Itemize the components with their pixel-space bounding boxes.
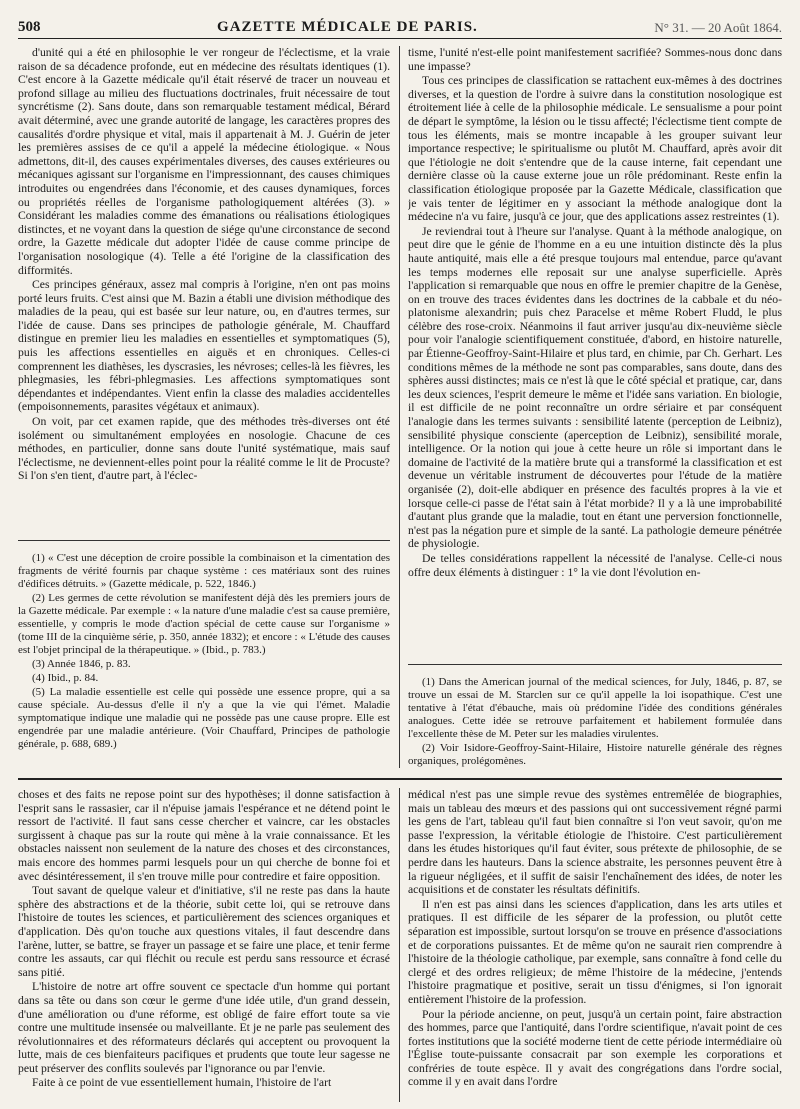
paragraph: On voit, par cet examen rapide, que des méthodes très-diverses ont été isolément ou simultanément employées en nosologie. Chacune de ces méthodes, en particulier, donne sans doute l'unité systématique, mais sauf l'éclectisme, ne deviennent-elles point pour la réalité comme le lit de Procuste? Si l'on s'en tient, d'autre part, à l'éclec-	[18, 415, 390, 483]
footnote: (1) « C'est une déception de croire possible la combinaison et la cimentation des fragments de vérité fournis par chaque système : ces matériaux sont des ruines d'édifices détruits. » (Gazette médicale, p. 522, 1846.)	[18, 552, 390, 590]
footnote-rule	[408, 664, 782, 665]
journal-title: GAZETTE MÉDICALE DE PARIS.	[217, 19, 478, 35]
paragraph: Tout savant de quelque valeur et d'initiative, s'il ne reste pas dans la haute sphère des abstractions et de la théorie, subit cette loi, qui se retrouve dans l'histoire de toutes les sciences, et particulièrement des sciences organiques et d'application. Dès qu'on touche aux questions vitales, il faut descendre dans l'arène, lutter, se battre, se frayer un passage et se faire une place, et tenir ferme contre les assauts, car qui fléchit ou recule est perdu sans ressource et écrasé sans pitié.	[18, 884, 390, 979]
footnote: (4) Ibid., p. 84.	[32, 672, 99, 684]
top-right-footnotes	[408, 676, 782, 768]
paragraph: Ces principes généraux, assez mal compris à l'origine, n'en ont pas moins porté leurs fruits. C'est ainsi que M. Bazin a établi une division méthodique des maladies de la peau, qui est basée sur leur nature, ou, en d'autres termes, sur l'idée de cause. Dans ses principes de pathologie générale, M. Chauffard distingue en premier lieu les maladies en essentielles et symptomatiques (5), puis les affections essentielles en aiguës et en chroniques. Celles-ci comprennent les diathèses, les dyscrasies, les névroses; celles-là les fièvres, les phlegmasies, les fébri-phlegmasies. Les affections symptomatiques sont dépendantes et indépendantes. Vient enfin la classe des maladies accidentelles (empoisonnements, parasites végétaux et animaux).	[18, 278, 390, 414]
paragraph: Je reviendrai tout à l'heure sur l'analyse. Quant à la méthode analogique, on peut dire que le génie de l'homme en a eu une intuition distincte dès la plus haute antiquité, mais elle a été presque toujours mal entendue, parce qu'avant les temps modernes elle reposait sur une analyse superficielle. Après l'application si remarquable que nous en offre le premier chapitre de la Genèse, on en trouve des traces évidentes dans les doctrines de la cabbale et du néo-platonisme alexandrin; puis chez Paracelse et même Robert Fludd, le plus célèbre des rose-croix. Néanmoins il faut arriver jusqu'au dix-neuvième siècle pour voir l'analogie scientifiquement constituée, d'abord, en histoire naturelle, par Étienne-Geoffroy-Saint-Hilaire et plus tard, en chimie, par Ch. Gerhart. Les conditions mêmes de la méthode ne sont pas comparables, sans doute, dans des sphères aussi distinctes; mais ce n'est là que le côté spécial et pratique, car, dans les deux sciences, l'esprit demeure le même et l'idée sans variation. En biologie, il est difficile de ne point reconnaître un ordre sériaire et par conséquent l'analogie dans les termes suivants : sensibilité latente (perception de Leibniz), sensibilité physique consciente (aperception de Leibniz), sensibilité morale, intelligence. Or la notion qui joue à cette heure un rôle si important dans le domaine de l'activité de la matière brute qui a transformé la classification et est devenue un véritable instrument de découvertes pour l'étude de la matière organisée (2), doit-elle abdiquer en présence des facultés propres à la vie et lorsque celle-ci passe de l'état sain à l'état morbide? Il y a là une improbabilité d'autant plus grande que la maladie, tout en étant une perversion fonctionnelle, n'est pas la négation pure et simple de la santé. La pathologie demeure pénétrée de physiologie.	[408, 224, 782, 551]
page-number: 508	[18, 19, 41, 35]
bottom-right-column	[408, 788, 782, 1102]
paragraph: médical n'est pas une simple revue des systèmes entremêlée de biographies, mais un tableau des mœurs et des passions qui ont successivement régné parmi les gens de l'art, tableau qu'il faut bien connaître si l'on veut savoir, qu'on me passe l'expression, la véritable étiologie de l'histoire. C'est particulièrement dans les études historiques qu'il faut éviter, sous prétexte de philosophie, de se perdre dans les hauteurs. Dans la science abstraite, les personnes peuvent être à la rigueur négligées, et il suffit de saisir l'enchaînement des idées, de noter les acquisitions et de constater les résultats définitifs.	[408, 788, 782, 897]
footnote: (5) La maladie essentielle est celle qui possède une essence propre, qui a sa cause spéciale. Au-dessus d'elle il n'y a que la vie qui l'émet. Maladie symptomatique indique une maladie qui ne possède pas une cause propre. Elle est engendrée par une maladie antérieure. (Voir Chauffard, Principes de pathologie générale, p. 688, 689.)	[18, 686, 390, 750]
paragraph: Tous ces principes de classification se rattachent eux-mêmes à des doctrines diverses, et la question de l'ordre à suivre dans la constitution nosologique est étroitement liée à celle de la philosophie médicale. Le sensualisme a pour point de départ le symptôme, la lésion ou le tissu affecté; l'éclectisme tient compte de tous les éléments, mais se montre incapable à les grouper suivant leur importance respective; le spiritualisme ou plutôt M. Chauffard, après avoir dit que l'étiologie ne doit s'entendre que de la cause interne, fait cependant une dernière classe où la cause externe joue un rôle prédominant. Reste enfin la classification étiologique proposée par la Gazette Médicale, classification que je vais tenter de légitimer en y associant la méthode analogique dont la médecine n'a vu faire, jusqu'à ce jour, que des applications assez restreintes (1).	[408, 74, 782, 224]
bottom-left-column	[18, 788, 390, 1102]
footnote: (1) Dans the American journal of the medical sciences, for July, 1846, p. 87, se trouve un essai de M. Starclen sur ce qu'il appelle la loi isopathique. C'est une tentative à l'état d'ébauche, mais où prédomine l'idée des conditions générales analogues. Cette idée se retrouve parfaitement et habilement formulée dans l'excellente thèse de M. Peter sur les maladies virulentes.	[408, 676, 782, 740]
footnote: (2) Les germes de cette révolution se manifestent déjà dès les premiers jours de la Gazette médicale. Par exemple : « la nature d'une maladie c'est sa cause première, essentielle, y compris le mode d'action spécial de cette cause sur l'organisme » (tome III de la cinquième série, p. 350, année 1832); et encore : « L'étude des causes est l'objet principal de la thérapeutique. » (Ibid., p. 783.)	[18, 592, 390, 656]
paragraph: d'unité qui a été en philosophie le ver rongeur de l'éclectisme, et la vraie raison de sa décadence profonde, eut en médecine des résultats identiques (1). C'est encore à la Gazette médicale qu'il était réservé de tracer un nouveau et profond sillage au milieu des fluctuations doctrinales, fruit nécessaire de tout syncrétisme (2). Sans doute, dans son remarquable testament médical, Bérard avait déterminé, avec une grande autorité de langage, les caractères propres des causalités d'ordre physique et vital, mais il appartenait à M. J. Guérin de jeter les premières assises de ce qu'il a appelé la médecine étiologique. « Nous admettons, dit-il, des causes expérimentales diverses, des causes extérieures ou mécaniques agissant sur l'organisme en l'impressionnant, des causes chimiques introduites ou engendrées dans l'économie, et des causes dynamiques, forces ou propriétés réelles de l'organisme pathologiquement altérées (3). » Considérant les maladies comme des émanations ou réalisations étiologiques distinctes, et ne voyant dans la question de siége qu'une circonstance de second ordre, la Gazette médicale dut adopter l'idée de cause comme principe de l'organisation nosologique (4). Telle a été l'origine de la classification des difformités.	[18, 46, 390, 277]
column-divider	[399, 46, 400, 768]
top-left-column	[18, 46, 390, 532]
paragraph: De telles considérations rappellent la nécessité de l'analyse. Celle-ci nous offre deux éléments à distinguer : 1° la vie dont l'évolution en-	[408, 551, 782, 579]
section-separator	[18, 778, 782, 780]
top-left-footnotes	[18, 552, 390, 764]
paragraph: Faite à ce point de vue essentiellement humain, l'histoire de l'art	[32, 1076, 332, 1090]
footnote: (3) Année 1846, p. 83.	[32, 658, 131, 670]
paragraph: Il n'en est pas ainsi dans les sciences d'application, dans les arts utiles et pratiques. Il est difficile de les séparer de la profession, ou plutôt cette séparation est impossible, surtout lorsqu'on se trouve en présence d'associations et de corporations puissantes. Et de même qu'on ne saurait rien comprendre à l'histoire de la théologie catholique, par exemple, sans connaître à fond celle du clergé et des ordres religieux; de même l'histoire de la médecine, j'entends l'histoire pragmatique et positive, serait un tissu d'énigmes, si l'on ignorait entièrement l'histoire de la profession.	[408, 897, 782, 1006]
footnote: (2) Voir Isidore-Geoffroy-Saint-Hilaire, Histoire naturelle générale des règnes organiques, prolégomènes.	[408, 742, 782, 767]
column-divider	[399, 788, 400, 1102]
paragraph: choses et des faits ne repose point sur des hypothèses; il donne satisfaction à l'esprit sans le rassasier, car il n'épuise jamais l'espérance et ne détend point le ressort de l'activité. Il faut sans cesse chercher et vaincre, car les obstacles surgissent à chaque pas sur la route qui mène à la vraie connaissance. Et les obstacles naissent non seulement de la nature des choses et des circonstances, mais encore des hommes parmi lesquels pour un qui cherche de bonne foi et avec désintéressement, il s'en trouve mille pour contredire et faire opposition.	[18, 788, 390, 883]
issue-info: N° 31. — 20 Août 1864.	[654, 20, 782, 35]
top-right-column	[408, 46, 782, 658]
paragraph: L'histoire de notre art offre souvent ce spectacle d'un homme qui portant dans sa tête ou dans son cœur le germe d'une idée utile, d'un grand dessein, d'une amélioration ou d'une réforme, est obligé de faire effort toute sa vie contre une multitude insensée ou malveillante. Et je ne parle pas seulement des révolutionnaires et des réformateurs déclarés qui acceptent ou provoquent la lutte, mais de ces bienfaiteurs pacifiques et prudents que toute leur sagesse ne peut préserver des conflits soulevés par l'ignorance ou par l'envie.	[18, 980, 390, 1075]
paragraph: tisme, l'unité n'est-elle point manifestement sacrifiée? Sommes-nous donc dans une impasse?	[408, 46, 782, 73]
paragraph: Pour la période ancienne, on peut, jusqu'à un certain point, faire abstraction des hommes, parce que l'antiquité, dans l'ordre scientifique, n'avait point de ces fortes institutions que la société moderne tient de cette période intermédiaire où l'Église toute-puissante consacrait par son exemple les corporations et confréries de toute espèce. Il y avait des congrégations dans l'ordre social, comme il y en avait dans l'ordre	[408, 1007, 782, 1089]
footnote-rule	[18, 540, 390, 541]
page-header	[18, 10, 782, 39]
